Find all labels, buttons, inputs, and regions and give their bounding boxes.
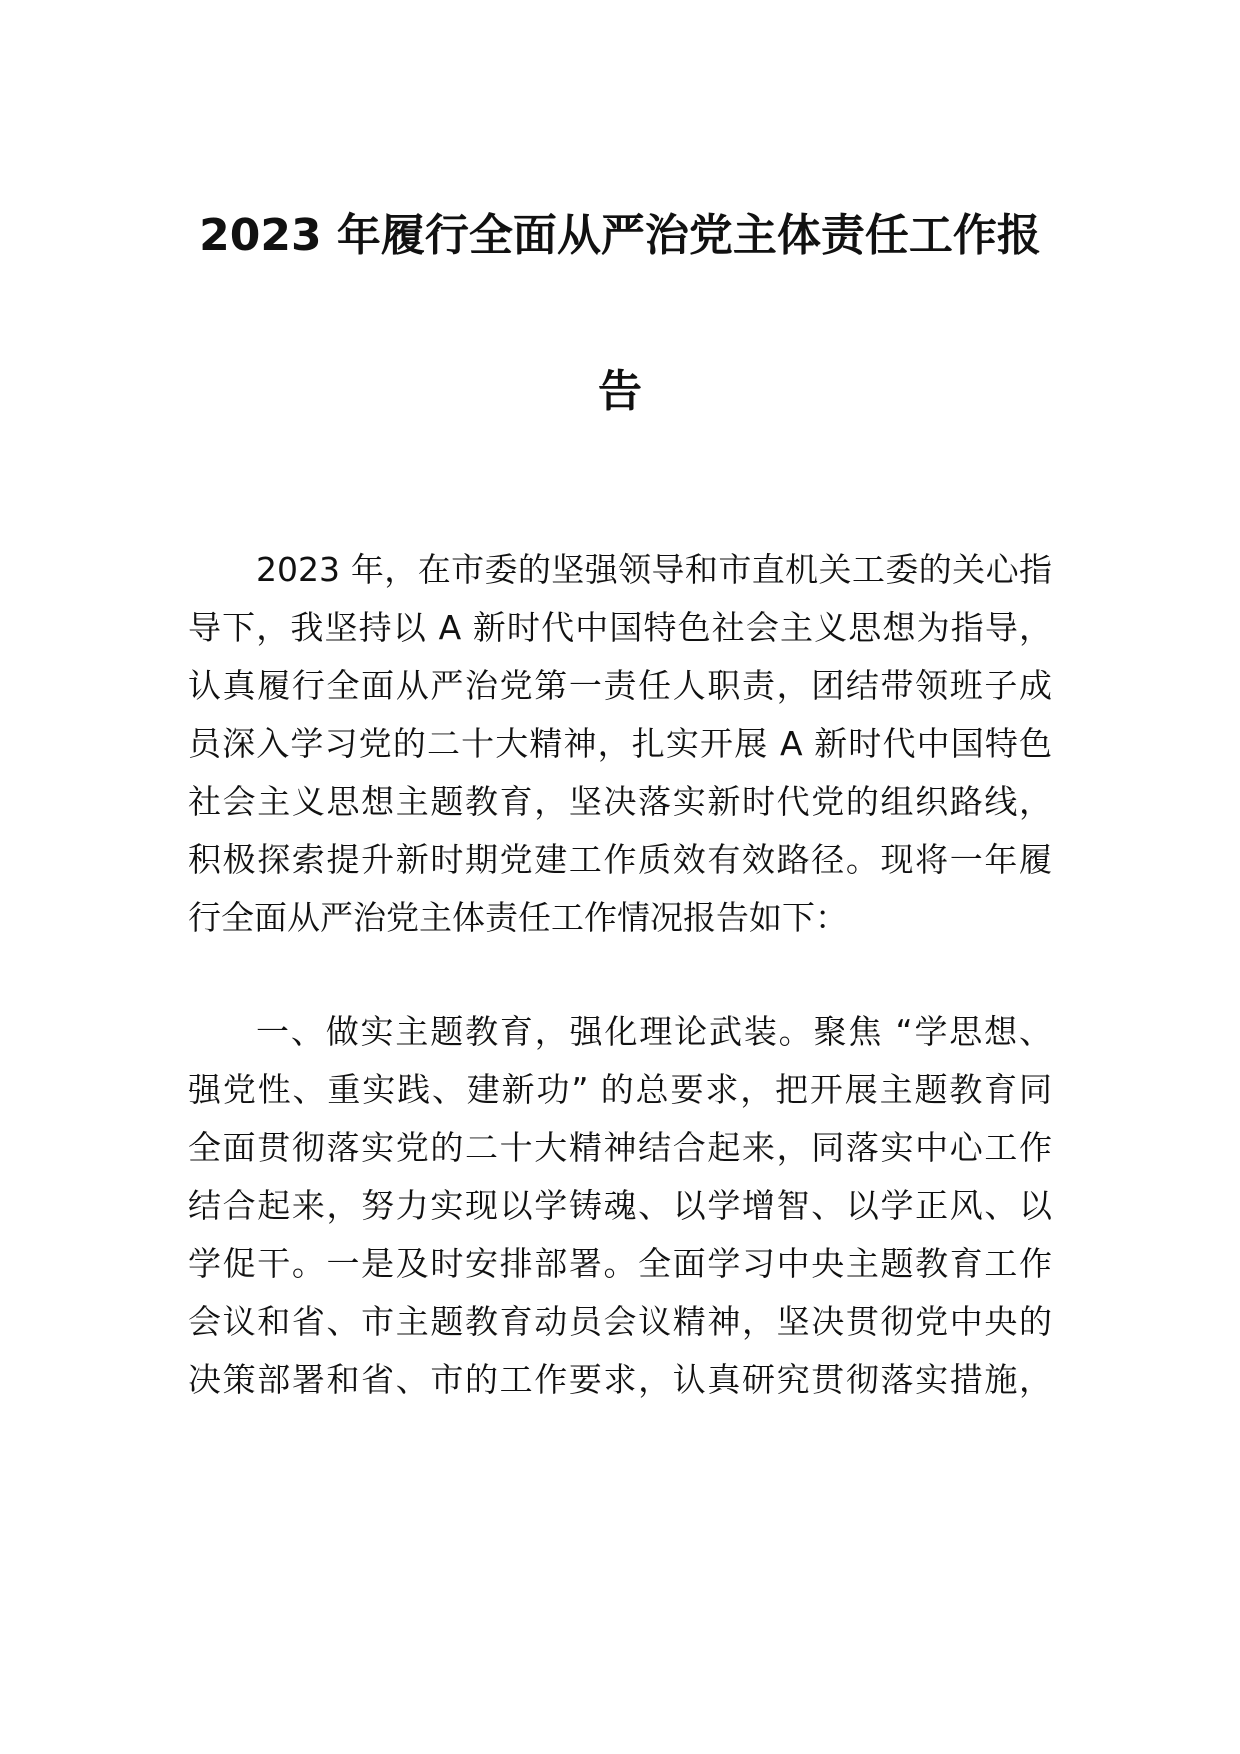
document-title-line-2: 告 xyxy=(598,366,642,417)
paragraph-2-line-5: 学促干。一是及时安排部署。全面学习中央主题教育工作 xyxy=(188,1244,1052,1283)
paragraph-1-line-4: 员深入学习党的二十大精神，扎实开展 A 新时代中国特色 xyxy=(188,724,1052,763)
paragraph-1-line-2: 导下，我坚持以 A 新时代中国特色社会主义思想为指导， xyxy=(188,608,1052,647)
paragraph-1-line-6: 积极探索提升新时期党建工作质效有效路径。现将一年履 xyxy=(188,840,1052,879)
paragraph-2-line-7: 决策部署和省、市的工作要求，认真研究贯彻落实措施， xyxy=(188,1360,1052,1399)
paragraph-1-line-7: 行全面从严治党主体责任工作情况报告如下： xyxy=(188,898,848,937)
paragraph-2-line-6: 会议和省、市主题教育动员会议精神，坚决贯彻党中央的 xyxy=(188,1302,1052,1341)
paragraph-2-line-1: 一、做实主题教育，强化理论武装。聚焦 “学思想、 xyxy=(256,1012,1052,1051)
paragraph-1-line-5: 社会主义思想主题教育，坚决落实新时代党的组织路线， xyxy=(188,782,1052,821)
paragraph-1-line-3: 认真履行全面从严治党第一责任人职责，团结带领班子成 xyxy=(188,666,1052,705)
paragraph-2-line-3: 全面贯彻落实党的二十大精神结合起来，同落实中心工作 xyxy=(188,1128,1052,1167)
paragraph-1-line-1: 2023 年，在市委的坚强领导和市直机关工委的关心指 xyxy=(256,550,1052,589)
paragraph-2-line-4: 结合起来，努力实现以学铸魂、以学增智、以学正风、以 xyxy=(188,1186,1052,1225)
document-title-line-1: 2023 年履行全面从严治党主体责任工作报 xyxy=(199,210,1041,261)
paragraph-2-line-2: 强党性、重实践、建新功” 的总要求，把开展主题教育同 xyxy=(188,1070,1052,1109)
